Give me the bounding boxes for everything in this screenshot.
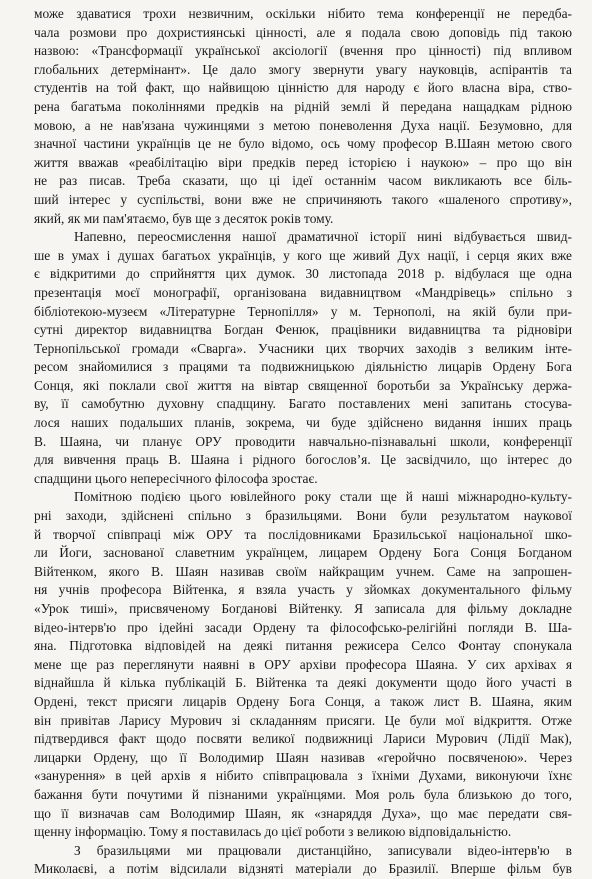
text-line: що її визначав сам Володимир Шаян, як «знаряддя Духа», що має передати свя- [34,805,572,821]
text-line: назвою: «Трансформації української аксіології (вчення про цінності) під впливом [34,43,572,59]
text-line: не раз писав. Треба сказати, що ці ідеї останнім часом викликають все біль- [34,173,572,189]
text-line: «Урок тиші», присвяченому Богданові Війтенку. Я записала для фільму докладне [34,601,572,616]
text-line: ли Йоги, заснованої славетним українцем, лицарем Ордену Бога Сонця Богданом [34,545,572,561]
text-line: мене ще раз переглянути наявні в ОРУ архіви професора Шаяна. У сих архівах я [34,656,572,672]
text-line: для вивчення праць В. Шаяна і рідного богословʼя. Це засвідчило, що інтерес до [34,452,572,468]
paragraph [34,228,572,488]
text-line: підтвердився факт щодо посвяти великої подвижниці Лариси Мурович (Лідії Мак), [34,731,572,747]
text-line: який, як ми пам'ятаємо, був ще з десяток років тому. [34,210,334,226]
text-line: Миколаєві, а потім відсилали відзняті матеріали до Бразилії. Вперше фільм був [34,861,572,877]
text-line: віднайшла й кілька публікацій Б. Війтенка та деякі документи щодо його участі в [34,675,572,691]
text-line: лося наших подальших планів, зокрема, чи буде здійснено видання інших праць [34,415,572,431]
text-line: може здаватися трохи незвичним, оскільки нібито тема конференції не передба- [34,6,572,21]
text-line: бібліотекою-музеєм «Літературне Тернопілля» у м. Тернополі, на якій були при- [34,303,572,319]
text-line: ву, її самобутню духовну спадщину. Багато поставлених мені запитань стосува- [34,396,572,412]
text-line: життя вважав «реабілітацію віри предків перед історією і наукою» – про що він [34,154,572,170]
paragraph [34,5,572,228]
text-line: презентація моєї монографії, організована видавництвом «Мандрівець» спільно з [34,284,572,300]
text-line: Сонця, які поклали свої життя на вівтар священної боротьби за Українську держа- [34,377,572,393]
text-line: рена багатьма поколіннями предків на рідній землі й передана нащадкам рідною [34,98,572,114]
text-body [34,5,572,879]
text-line: ня учнів професора Війтенка, я взяла участь у зйомках документального фільму [34,582,572,598]
text-line: він привітав Ларису Мурович зі складанням присяги. Це були мої відкриття. Отже [34,712,572,728]
text-line: ший інтерес у суспільстві, вони вже не спричиняють такого «шаленого спротиву», [34,191,572,207]
text-line: відео-інтерв'ю про ідейні засади Ордену та філософсько-релігійні погляди В. Ша- [34,619,572,635]
text-line: ше в умах і душах багатьох українців, у кого ще живий Дух нації, і серця яких вже [34,247,572,263]
text-line: Війтенком, якого В. Шаян називав своїм найкращим учнем. Саме на запрошен- [34,563,572,579]
text-line: Напевно, переосмислення нашої драматичної історії нині відбувається швид- [74,229,572,245]
text-line: мовою, а не нав'язана чужинцями з метою поневолення Духа нації. Безумовно, для [34,117,572,133]
paragraph [34,842,572,879]
text-line: є відкритими до сприйняття цих думок. 30 листопада 2018 р. відбулася ще одна [34,266,572,282]
text-line: студентів на той факт, що найвищою цінністю для народу є його власна віра, ство- [34,80,572,96]
text-line: спадщини цього непересічного філософа зростає. [34,470,318,486]
text-line: бажання бути почутими й пізнаними українцями. Моя роль була близькою до того, [34,786,572,802]
text-line: ресом знайомилися з працями та подвижницькою діяльністю лицарів Ордену Бога [34,359,572,375]
text-line: Помітною подією цього ювілейного року стали ще й наші міжнародно-культу- [74,489,572,505]
text-line: «занурення» в цей архів я нібито співпрацювала з їхніми Духами, виконуючи їхнє [34,768,572,784]
text-line: Тернопільської громади «Сварга». Учасники цих творчих заходів з великим інте- [34,340,572,356]
text-line: чала розмови про дохристиянські цінності, але я подала свою доповідь під такою [34,24,572,40]
text-line: рні заходи, здійснені спільно з бразильцями. Вони були результатом наукової [34,508,572,524]
paragraph [34,488,572,841]
text-line: лицарки Ордену, що її Володимир Шаян називав «геройчно посвяченою». Через [34,749,572,765]
text-line: глобальних детермінант». Це дало змогу звернути увагу науковців, аспірантів та [34,61,572,77]
text-line: В. Шаяна, чи планує ОРУ проводити навчально-пізнавальні школи, конференції [34,433,572,449]
text-line: яна. Підготовка відповідей на деякі питання режисера Селсо Фонтау спонукала [34,638,572,654]
text-line: значної частини українців це не було відомо, ось чому професор В.Шаян метою свого [34,136,572,152]
text-line: й творчої співпраці між ОРУ та послідовниками Бразильської національної шко- [34,526,572,542]
text-line: З бразильцями ми працювали дистанційно, записували відео-інтерв'ю в [74,842,572,858]
text-line: Ордені, текст присяги лицарів Ордену Бога Сонця, а також лист В. Шаяна, яким [34,693,572,709]
text-line: сутні директор видавництва Богдан Фенюк, працівники видавництва та рідновіри [34,322,572,338]
text-line: щенну інформацію. Тому я поставилась до цієї роботи з великою відповідальністю. [34,824,512,840]
